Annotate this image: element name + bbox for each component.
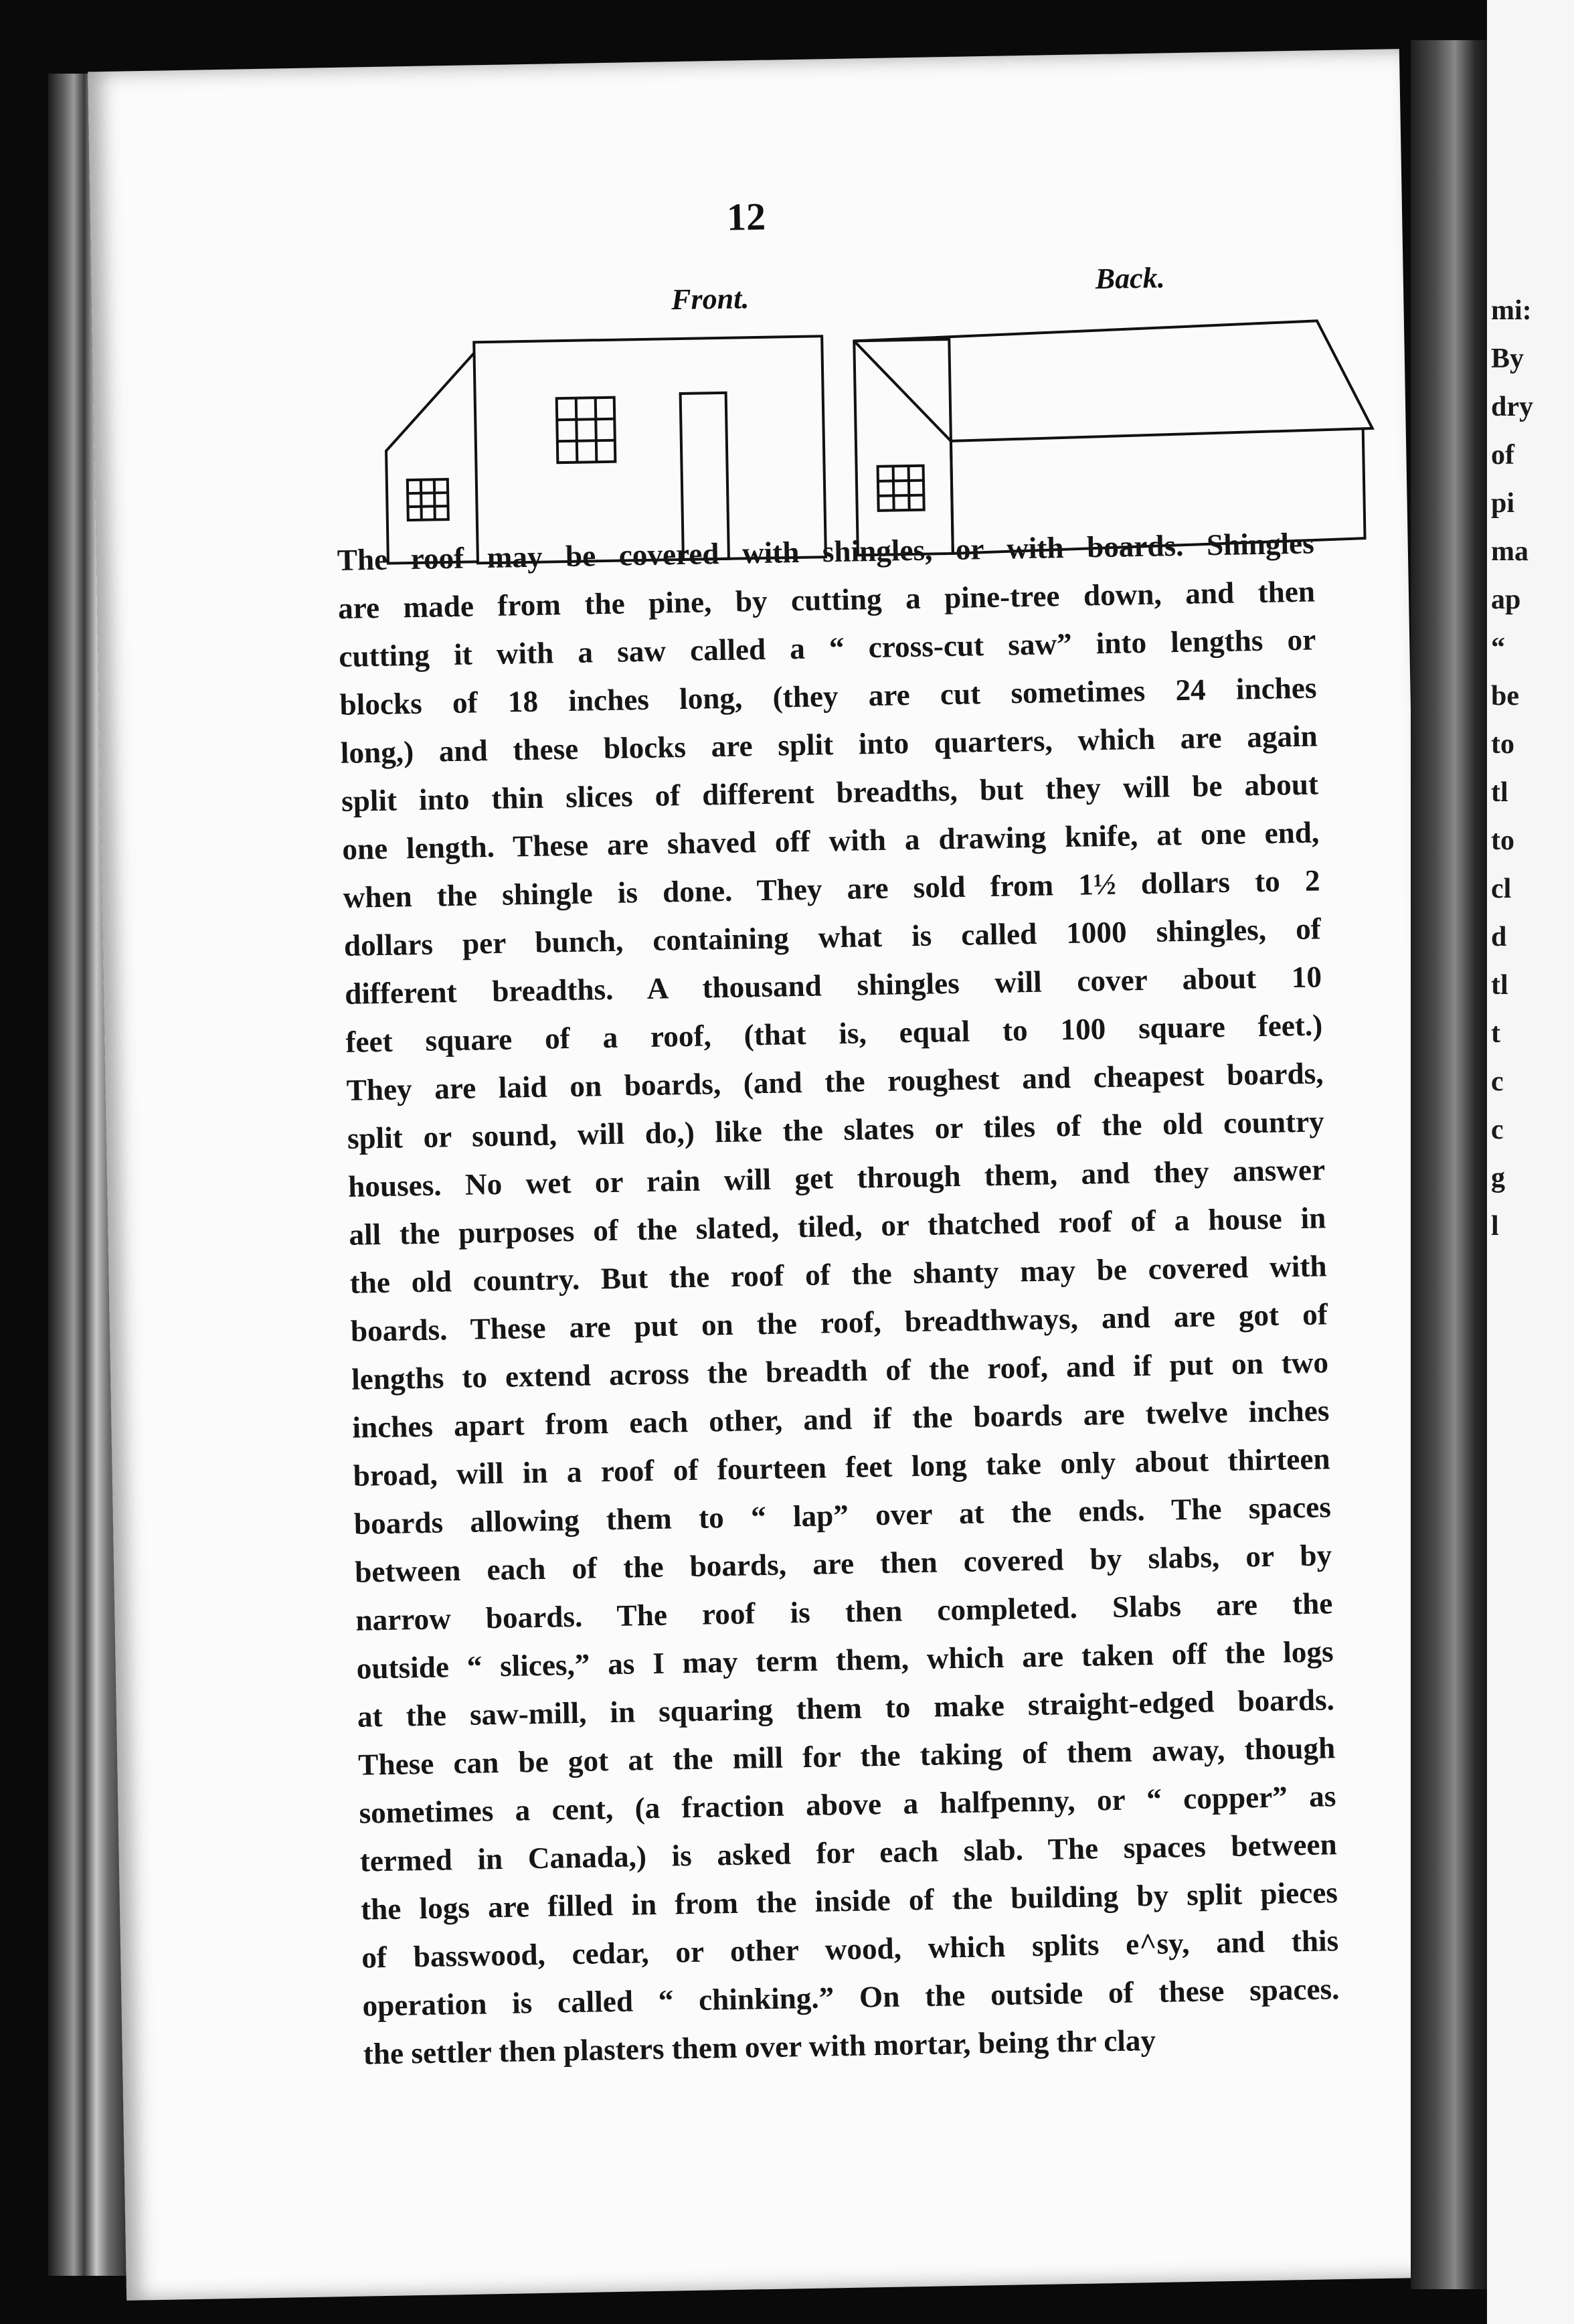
front-small-window [408, 479, 448, 520]
next-page-fragment: to [1491, 825, 1514, 856]
next-page-fragment: cl [1491, 874, 1512, 904]
text-line: blocks of 18 inches long, (they are cut sometimes 24 inches [339, 671, 1317, 722]
text-line: sometimes a cent, (a fraction above a halfpenny, or “ copper” as [359, 1779, 1336, 1830]
text-line: lengths to extend across the breadth of the roof, and if put on two [351, 1345, 1329, 1396]
text-line: cutting it with a saw called a “ cross-cut saw” into lengths or [338, 622, 1316, 673]
figure-label-back: Back. [1095, 261, 1166, 296]
next-page-fragment: be [1491, 681, 1519, 712]
text-line: inches apart from each other, and if the boards are twelve inches [352, 1394, 1330, 1444]
next-page-fragment: dry [1491, 392, 1533, 422]
next-page-edge [1487, 0, 1574, 2324]
gutter-shadow [1411, 40, 1491, 2289]
next-page-fragment: c [1491, 1066, 1504, 1097]
next-page-fragment: of [1491, 440, 1514, 471]
shanty-drawing [293, 319, 1260, 550]
next-page-fragment: c [1491, 1114, 1504, 1145]
back-roof-outline [854, 320, 1373, 442]
text-line: dollars per bunch, containing what is called 1000 shingles, of [343, 912, 1322, 963]
next-page-fragment: t [1491, 1018, 1500, 1049]
front-lean-to-outline [385, 353, 478, 563]
text-line: boards. These are put on the roof, breadthways, and are got of [350, 1297, 1328, 1348]
page-number: 12 [726, 194, 766, 239]
next-page-fragment: g [1491, 1163, 1505, 1193]
text-line: all the purposes of the slated, tiled, or thatched roof of a house in [349, 1201, 1326, 1252]
next-page-fragment: ma [1491, 536, 1528, 567]
next-page-fragment: l [1491, 1211, 1499, 1242]
text-line: at the saw-mill, in squaring them to make straight-edged boards. [357, 1683, 1335, 1734]
next-page-fragment: pi [1491, 488, 1515, 519]
text-line: boards allowing them to “ lap” over at the ends. The spaces [353, 1490, 1332, 1541]
next-page-fragment: By [1491, 343, 1524, 374]
text-line: one length. These are shaved off with a drawing knife, at one end, [341, 815, 1320, 866]
text-line: outside “ slices,” as I may term them, which are taken off the logs [356, 1635, 1334, 1685]
text-line: split or sound, will do,) like the slates or tiles of the old country [347, 1104, 1325, 1155]
text-line: the logs are filled in from the inside of the building by split pieces [360, 1876, 1338, 1926]
next-page-fragment: “ [1491, 633, 1505, 663]
text-line: of basswood, cedar, or other wood, which splits e^sy, and this [361, 1924, 1339, 1975]
text-line: the settler then plasters them over with mortar, being thr clay [363, 2023, 1156, 2071]
figure-label-front: Front. [671, 282, 750, 317]
front-main-window [557, 398, 616, 463]
body-text [337, 519, 1340, 2078]
text-line: narrow boards. The roof is then completed. Slabs are the [355, 1586, 1333, 1637]
text-line: termed in Canada,) is asked for each slab. The spaces between [359, 1827, 1338, 1878]
text-line: feet square of a roof, (that is, equal to 100 square feet.) [345, 1008, 1323, 1059]
book-page [88, 49, 1438, 2301]
text-line: These can be got at the mill for the taking of them away, though [357, 1731, 1336, 1782]
next-page-fragment: mi: [1491, 295, 1532, 326]
text-line: The roof may be covered with shingles, or with boards. Shingles [337, 526, 1315, 577]
next-page-fragment: tl [1491, 970, 1508, 1001]
text-line: operation is called “ chinking.” On the outside of these spaces. [362, 1972, 1340, 2023]
text-line: split into thin slices of different breadths, but they will be about [341, 767, 1319, 818]
text-line: are made from the pine, by cutting a pine-tree down, and then [337, 574, 1316, 625]
text-line: long,) and these blocks are split into quarters, which are again [340, 719, 1318, 770]
shanty-figure [291, 219, 1258, 450]
next-page-fragment: d [1491, 922, 1507, 952]
text-line: broad, will in a roof of fourteen feet long take only about thirteen [353, 1442, 1330, 1493]
next-page-fragment: ap [1491, 584, 1521, 615]
back-window [878, 466, 924, 511]
next-page-fragment: to [1491, 729, 1514, 760]
text-line: houses. No wet or rain will get through them, and they answer [347, 1153, 1326, 1204]
back-side-wall [854, 339, 953, 555]
text-line: between each of the boards, are then covered by slabs, or by [354, 1538, 1332, 1589]
text-line: when the shingle is done. They are sold from 1½ dollars to 2 [343, 863, 1320, 914]
text-line: different breadths. A thousand shingles will cover about 10 [344, 960, 1322, 1011]
text-line: the old country. But the roof of the shanty may be covered with [349, 1249, 1327, 1300]
text-line: They are laid on boards, (and the roughest and cheapest boards, [346, 1056, 1324, 1107]
next-page-fragment: tl [1491, 777, 1508, 808]
